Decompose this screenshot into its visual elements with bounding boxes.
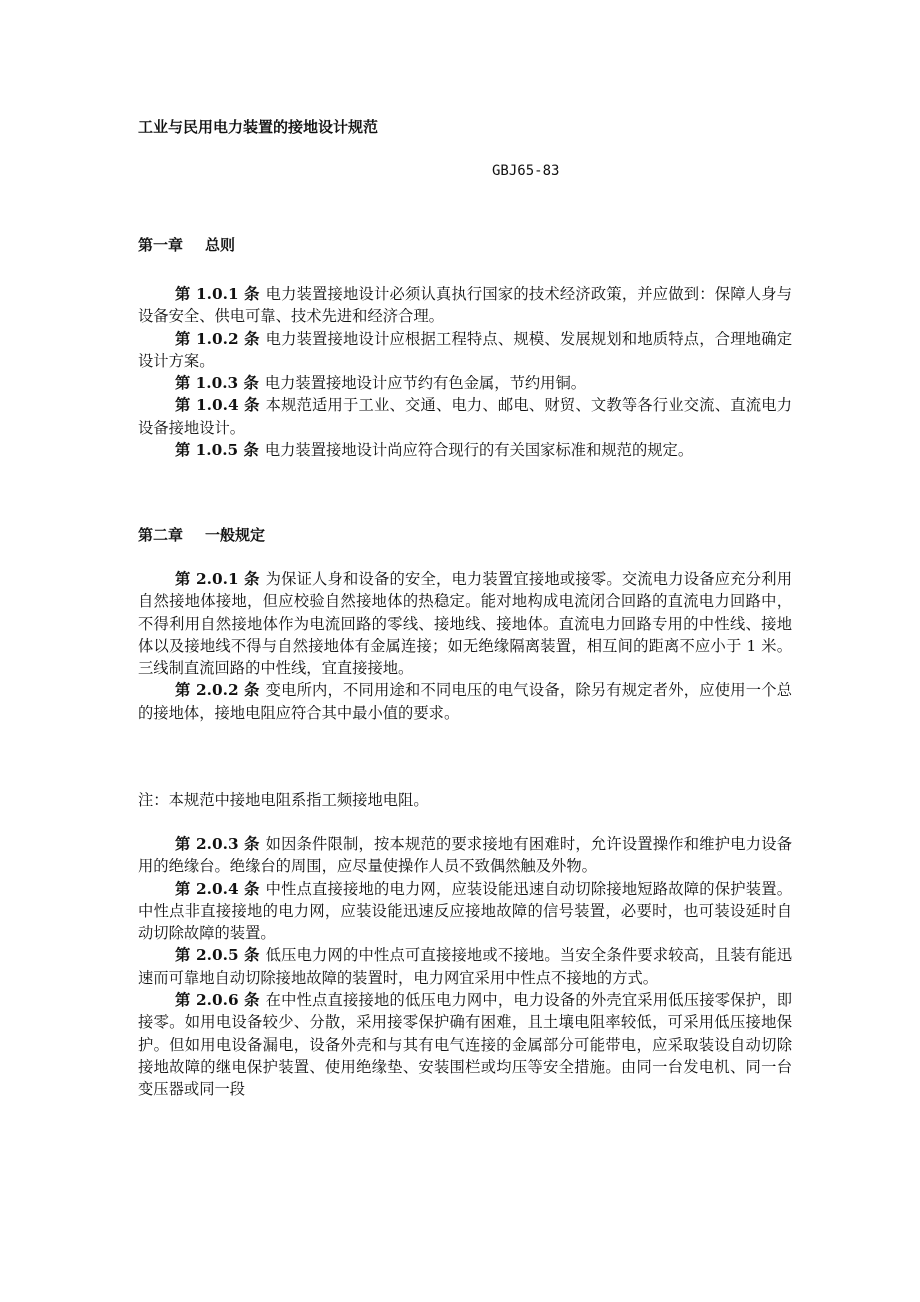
- article-number: 第 1.0.3 条: [175, 374, 259, 393]
- chapter-2-heading: [138, 524, 265, 545]
- article-text: 为保证人身和设备的安全，电力装置宜接地或接零。交流电力设备应充分利用自然接地体接地，但应校验自然接地体的热稳定。能对地构成电流闭合回路的直流电力回路中，不得利用自然接地体作为电流回路的零线、接地线、接地体。直流电力回路专用的中性线、接地体以及接地线不得与自然接地体有金属连接；如无绝缘隔离装置，相互间的距离不应小于 1 米。三线制直流回路的中性线，宜直接接地。: [138, 570, 792, 678]
- article-text: 电力装置接地设计尚应符合现行的有关国家标准和规范的规定。: [264, 441, 694, 460]
- article-number: 第 1.0.4 条: [175, 396, 260, 415]
- article-1-0-4: [138, 394, 792, 439]
- article-number: 第 2.0.4 条: [175, 879, 260, 898]
- chapter-1-articles: [138, 283, 792, 461]
- chapter-2-articles-a: [138, 568, 792, 724]
- note: 注：本规范中接地电阻系指工频接地电阻。: [138, 791, 429, 809]
- article-number: 第 1.0.5 条: [175, 441, 259, 460]
- article-text: 在中性点直接接地的低压电力网中，电力设备的外壳宜采用低压接零保护，即接零。如用电设备较少、分散，采用接零保护确有困难，且土壤电阻率较低，可采用低压接地保护。但如用电设备漏电，设备外壳和与其有电气连接的金属部分可能带电，应采取装设自动切除接地故障的继电保护装置、使用绝缘垫、安装围栏或均压等安全措施。由同一台发电机、同一台变压器或同一段: [138, 991, 792, 1099]
- chapter-1-name: 总则: [205, 236, 236, 254]
- article-number: 第 2.0.3 条: [175, 835, 260, 853]
- chapter-1-number: 第一章: [138, 236, 184, 254]
- article-text: 变电所内，不同用途和不同电压的电气设备，除另有规定者外，应使用一个总的接地体，接地电阻应符合其中最小值的要求。: [138, 681, 792, 722]
- article-2-0-1: [138, 568, 792, 679]
- article-1-0-5: [138, 439, 792, 461]
- chapter-1-heading: [138, 234, 235, 255]
- article-number: 第 2.0.1 条: [175, 570, 260, 588]
- article-number: 第 2.0.6 条: [175, 991, 260, 1010]
- article-number: 第 1.0.1 条: [175, 285, 260, 303]
- article-2-0-4: [138, 878, 792, 945]
- article-1-0-1: [138, 283, 792, 328]
- article-1-0-2: [138, 328, 792, 373]
- article-text: 如因条件限制，按本规范的要求接地有困难时，允许设置操作和维护电力设备用的绝缘台。绝缘台的周围，应尽量使操作人员不致偶然触及外物。: [138, 835, 792, 876]
- article-2-0-6: [138, 989, 792, 1100]
- standard-code: GBJ65-83: [492, 163, 560, 179]
- article-1-0-3: [138, 372, 792, 394]
- article-text: 本规范适用于工业、交通、电力、邮电、财贸、文教等各行业交流、直流电力设备接地设计。: [138, 396, 792, 437]
- article-number: 第 2.0.2 条: [175, 681, 260, 700]
- article-text: 低压电力网的中性点可直接接地或不接地。当安全条件要求较高，且装有能迅速而可靠地自动切除接地故障的装置时，电力网宜采用中性点不接地的方式。: [138, 946, 792, 987]
- chapter-2-name: 一般规定: [205, 526, 266, 544]
- chapter-2-articles-b: [138, 833, 792, 1101]
- article-text: 电力装置接地设计必须认真执行国家的技术经济政策，并应做到：保障人身与设备安全、供电可靠、技术先进和经济合理。: [138, 285, 792, 326]
- article-text: 电力装置接地设计应节约有色金属，节约用铜。: [264, 374, 587, 393]
- article-number: 第 2.0.5 条: [175, 946, 260, 965]
- article-2-0-2: [138, 679, 792, 724]
- document-title: 工业与民用电力装置的接地设计规范: [138, 118, 379, 136]
- article-2-0-3: [138, 833, 792, 878]
- article-text: 电力装置接地设计应根据工程特点、规模、发展规划和地质特点，合理地确定设计方案。: [138, 329, 792, 370]
- article-2-0-5: [138, 944, 792, 989]
- article-text: 中性点直接接地的电力网，应装设能迅速自动切除接地短路故障的保护装置。中性点非直接接地的电力网，应装设能迅速反应接地故障的信号装置，必要时，也可装设延时自动切除故障的装置。: [138, 879, 792, 943]
- chapter-2-number: 第二章: [138, 526, 184, 544]
- article-number: 第 1.0.2 条: [175, 329, 260, 348]
